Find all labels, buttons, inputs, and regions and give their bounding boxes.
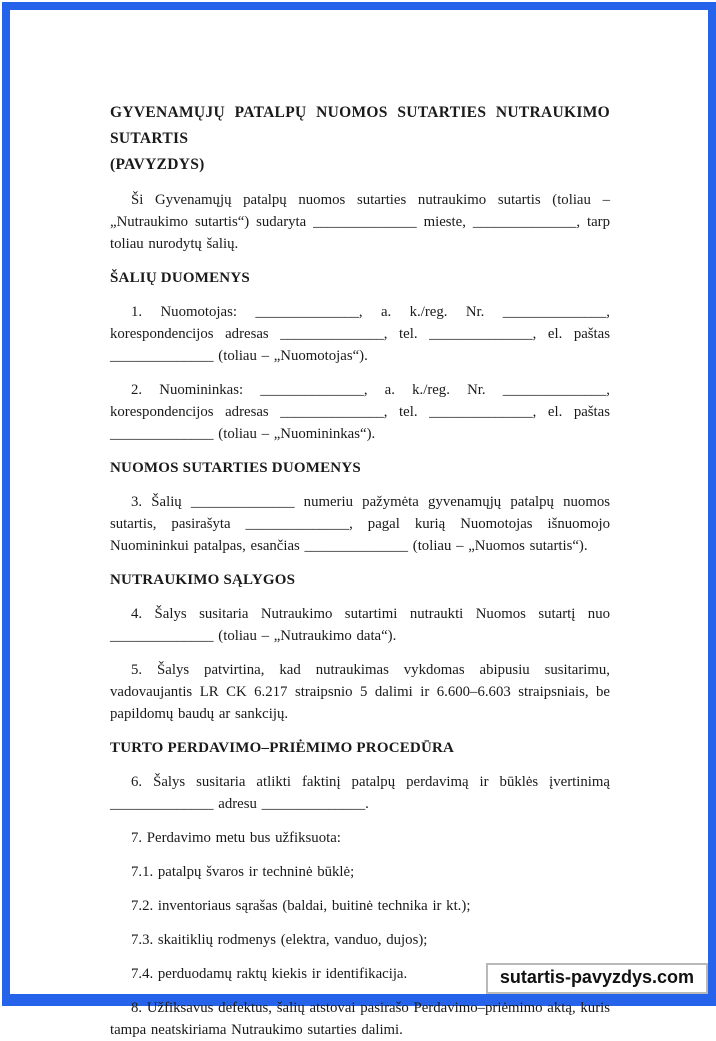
clause-2-tenant: 2. Nuomininkas: ______________, a. k./reg. Nr. ______________, korespondencijos adresas ______________, tel. ______________, el. paštas ______________ (toliau – „Nuomininkas“). [110, 382, 610, 442]
clause-4-termination-date: 4. Šalys susitaria Nutraukimo sutartimi nutraukti Nuomos sutartį nuo ______________ (toliau – „Nutraukimo data“). [110, 606, 610, 644]
clause-1-landlord: 1. Nuomotojas: ______________, a. k./reg. Nr. ______________, korespondencijos adresas ______________, tel. ______________, el. paštas ______________ (toliau – „Nuomotojas“). [110, 304, 610, 364]
clause-7-2-inventory: 7.2. inventoriaus sąrašas (baldai, buitinė technika ir kt.); [131, 898, 471, 914]
section-heading-handover-procedure: TURTO PERDAVIMO–PRIĖMIMO PROCEDŪRA [110, 740, 455, 756]
clause-8-handover-act: 8. Užfiksavus defektus, šalių atstovai pasirašo Perdavimo–priėmimo aktą, kuris tampa neatskiriama Nutraukimo sutarties dalimi. [110, 1000, 610, 1038]
clause-3-lease: 3. Šalių ______________ numeriu pažymėta gyvenamųjų patalpų nuomos sutartis, pasirašyta ______________, pagal kurią Nuomotojas išnuomojo Nuomininkui patalpas, esančias ______________ (toliau – „Nuomos sutartis“). [110, 494, 610, 554]
document-title-line2: (PAVYZDYS) [110, 156, 205, 173]
clause-7-1-condition: 7.1. patalpų švaros ir techninė būklė; [131, 864, 355, 880]
section-heading-parties: ŠALIŲ DUOMENYS [110, 270, 250, 286]
clause-7-3-meters: 7.3. skaitiklių rodmenys (elektra, vanduo, dujos); [131, 932, 428, 948]
clause-6-handover: 6. Šalys susitaria atlikti faktinį patalpų perdavimą ir būklės įvertinimą ______________ adresu ______________. [110, 774, 610, 812]
clause-7-4-keys: 7.4. perduodamų raktų kiekis ir identifikacija. [131, 966, 408, 982]
intro-paragraph: Ši Gyvenamųjų patalpų nuomos sutarties nutraukimo sutartis (toliau – „Nutraukimo sutartis“) sudaryta ______________ mieste, ______________, tarp toliau nurodytų šalių. [110, 192, 610, 252]
section-heading-lease-data: NUOMOS SUTARTIES DUOMENYS [110, 460, 361, 476]
document-page [10, 10, 708, 1038]
watermark-badge: sutartis-pavyzdys.com [486, 963, 708, 994]
clause-5-mutual-agreement: 5. Šalys patvirtina, kad nutraukimas vykdomas abipusiu susitarimu, vadovaujantis LR CK 6.217 straipsnio 5 dalimi ir 6.600–6.603 straipsniais, be papildomų baudų ar sankcijų. [110, 662, 610, 722]
clause-7-recorded-items: 7. Perdavimo metu bus užfiksuota: [131, 830, 341, 846]
document-title-line1: GYVENAMŲJŲ PATALPŲ NUOMOS SUTARTIES NUTRAUKIMO SUTARTIS [110, 104, 610, 147]
section-heading-termination-terms: NUTRAUKIMO SĄLYGOS [110, 572, 296, 588]
